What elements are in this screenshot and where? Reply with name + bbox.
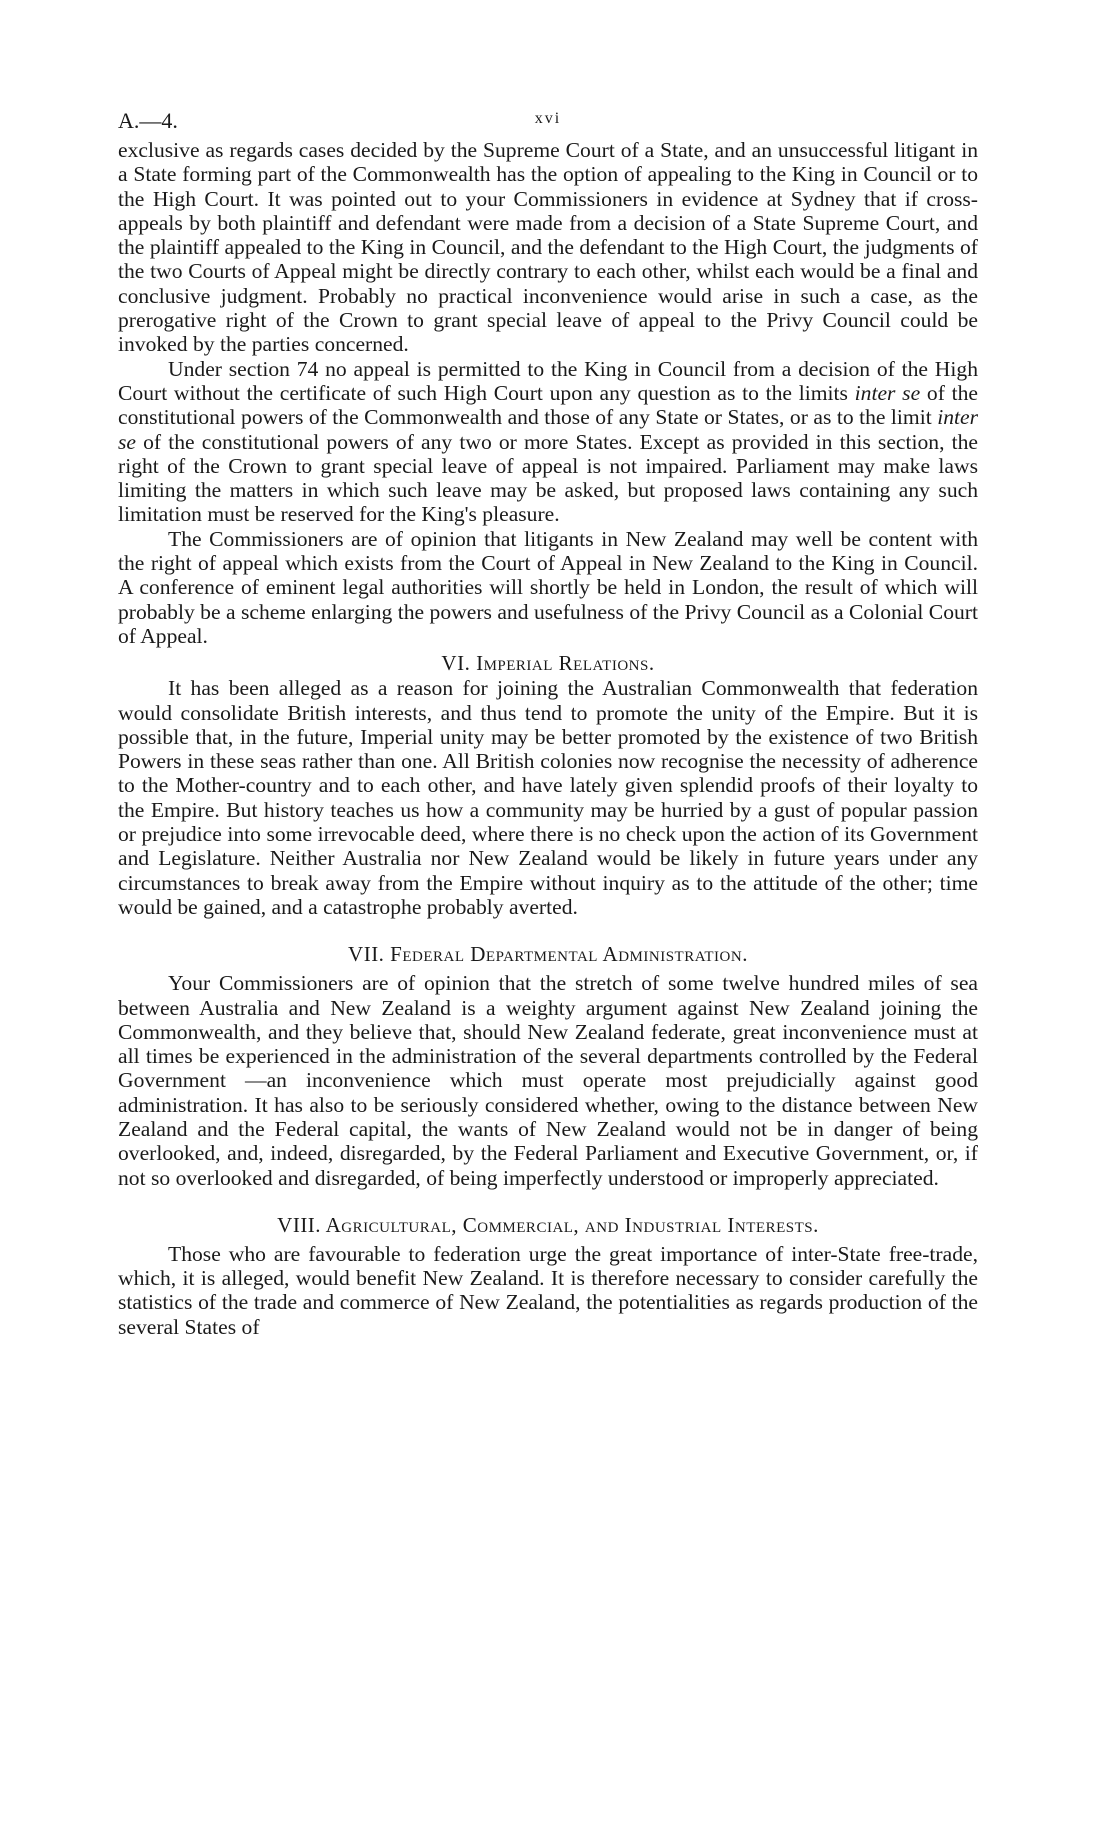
paragraph-interests: Those who are favourable to federation urge the great importance of inter-State free-trade, which, it is alleged, would benefit New Zealand. It is therefore necessary to consider carefully the statistics of the trade and commerce of New Zealand, the potentialities as regards production of the several States of: [118, 1241, 978, 1339]
section-heading-viii: VIII. Agricultural, Commercial, and Industrial Interests.: [277, 1212, 819, 1237]
paragraph-section-74: [118, 357, 978, 527]
paragraph-continued: exclusive as regards cases decided by the Supreme Court of a State, and an unsuccessful litigant in a State forming part of the Commonwealth has the option of appealing to the King in Council or to the High Court. It was pointed out to your Commissioners in evidence at Sydney that if cross-appeals by both plaintiff and defendant were made from a decision of a State Supreme Court, and the plaintiff appealed to the King in Council, and the defendant to the High Court, the judgments of the two Courts of Appeal might be directly contrary to each other, whilst each would be a final and conclusive judgment. Probably no practical inconvenience would arise in such a case, as the prerogative right of the Crown to grant special leave of appeal to the Privy Council could be invoked by the parties concerned.: [118, 138, 978, 357]
italic-term: inter se: [118, 405, 978, 454]
paragraph-imperial-relations: It has been alleged as a reason for joining the Australian Commonwealth that federation would consolidate British interests, and thus tend to promote the unity of the Empire. But it is possible that, in the future, Imperial unity may be better promoted by the existence of two British Powers in these seas rather than one. All British colonies now recognise the necessity of adherence to the Mother-country and to each other, and have lately given splendid proofs of their loyalty to the Empire. But history teaches us how a community may be hurried by a gust of popular passion or prejudice into some irrevocable deed, where there is no check upon the action of its Government and Legislature. Neither Australia nor New Zealand would be likely in future years under any circumstances to break away from the Empire without inquiry as to the attitude of the other; time would be gained, and a catastrophe probably averted.: [118, 676, 978, 919]
document-page: [118, 108, 978, 1339]
page-header: [118, 108, 978, 138]
italic-term: inter se: [854, 380, 921, 405]
paragraph-privy-council: The Commissioners are of opinion that litigants in New Zealand may well be content with the right of appeal which exists from the Court of Appeal in New Zealand to the King in Council. A conference of eminent legal authorities will shortly be held in London, the result of which will probably be a scheme enlarging the powers and usefulness of the Privy Council as a Colonial Court of Appeal.: [118, 526, 978, 648]
page-number: xvi: [534, 110, 562, 127]
paragraph-text: Under section 74 no appeal is permitted to the King in Council from a decision of the High Court without the certificate of such High Court upon any question as to the limits: [118, 356, 978, 405]
paragraph-federal-administration: Your Commissioners are of opinion that the stretch of some twelve hundred miles of sea between Australia and New Zealand is a weighty argument against New Zealand joining the Commonwealth, and they believe that, should New Zealand federate, great inconvenience must at all times be experienced in the administration of the several departments controlled by the Federal Government —an inconvenience which must operate most prejudicially against good administration. It has also to be seriously considered whether, owing to the distance between New Zealand and the Federal capital, the wants of New Zealand would not be in danger of being overlooked, and, indeed, disregarded, by the Federal Parliament and Executive Government, or, if not so overlooked and disregarded, of being imperfectly understood or improperly appreciated.: [118, 971, 978, 1190]
section-heading-vi: VI. Imperial Relations.: [441, 651, 655, 676]
section-heading-vii: VII. Federal Departmental Administration.: [348, 942, 748, 967]
paragraph-text: of the constitutional powers of any two or more States. Except as provided in this section, the right of the Crown to grant special leave of appeal is not impaired. Parliament may make laws limiting the matters in which such leave may be asked, but proposed laws containing any such limitation must be reserved for the King's pleasure.: [118, 429, 978, 527]
document-reference: A.—4.: [118, 108, 178, 133]
paragraph-text: of the constitutional powers of the Commonwealth and those of any State or States, or as to the limit: [118, 380, 979, 430]
